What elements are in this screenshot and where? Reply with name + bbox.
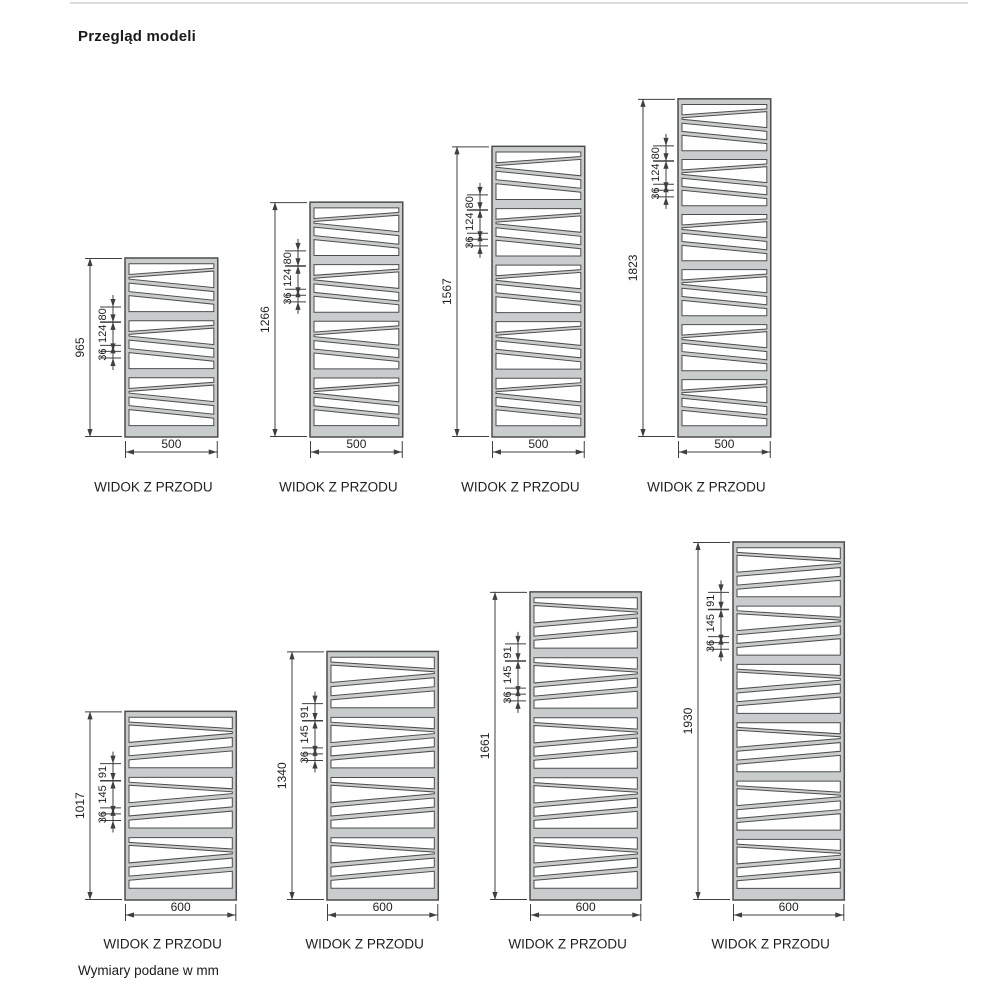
segment-dimension-label: 36	[502, 691, 514, 704]
radiator-front-view	[258, 202, 403, 494]
footer-note: Wymiary podane w mm	[78, 963, 219, 978]
segment-dimension-label: 36	[97, 811, 109, 824]
view-label: WIDOK Z PRZODU	[647, 479, 766, 495]
width-dimension-label: 500	[346, 437, 367, 451]
radiator-front-view	[73, 711, 236, 951]
page-title: Przegląd modeli	[78, 28, 197, 45]
segment-dimension-label: 91	[705, 594, 717, 607]
height-dimension-label: 1930	[681, 707, 695, 735]
view-label: WIDOK Z PRZODU	[461, 479, 580, 495]
segment-dimension-label: 91	[502, 646, 514, 659]
width-dimension-label: 600	[778, 900, 799, 914]
segment-dimension-label: 145	[705, 613, 717, 633]
segment-dimension-label: 91	[299, 705, 311, 719]
height-dimension-label: 1567	[440, 278, 454, 306]
radiator-front-view	[73, 258, 218, 495]
segment-dimension-label: 36	[705, 639, 717, 653]
height-dimension-label: 1266	[258, 306, 272, 333]
height-dimension-label: 1340	[275, 762, 289, 790]
width-dimension-label: 600	[372, 900, 393, 914]
width-dimension-label: 500	[714, 437, 735, 451]
height-dimension-label: 1661	[478, 732, 492, 760]
segment-dimension-label: 80	[650, 147, 662, 160]
radiator-front-view	[681, 542, 844, 952]
height-dimension-label: 1823	[626, 254, 640, 282]
segment-dimension-label: 124	[464, 212, 476, 231]
width-dimension-label: 600	[575, 900, 596, 914]
segment-dimension-label: 36	[299, 751, 311, 764]
view-label: WIDOK Z PRZODU	[279, 479, 398, 495]
view-label: WIDOK Z PRZODU	[94, 479, 213, 495]
segment-dimension-label: 145	[502, 665, 514, 684]
segment-dimension-label: 36	[650, 187, 662, 200]
view-label: WIDOK Z PRZODU	[508, 936, 627, 952]
segment-dimension-label: 80	[464, 196, 476, 209]
view-label: WIDOK Z PRZODU	[711, 936, 830, 952]
segment-dimension-label: 80	[282, 252, 294, 265]
radiator-front-view	[478, 592, 641, 952]
height-dimension-label: 1017	[73, 792, 87, 820]
segment-dimension-label: 124	[282, 268, 294, 287]
width-dimension-label: 600	[170, 900, 191, 914]
segment-dimension-label: 145	[299, 725, 311, 744]
segment-dimension-label: 124	[97, 324, 109, 344]
segment-dimension-label: 36	[97, 348, 109, 361]
radiator-front-view	[626, 99, 771, 495]
segment-dimension-label: 91	[97, 765, 109, 779]
width-dimension-label: 500	[161, 437, 182, 451]
segment-dimension-label: 145	[97, 785, 109, 804]
segment-dimension-label: 36	[282, 292, 294, 305]
width-dimension-label: 500	[528, 437, 549, 451]
view-label: WIDOK Z PRZODU	[103, 936, 222, 952]
radiator-front-view	[275, 651, 438, 951]
radiator-front-view	[440, 146, 585, 494]
segment-dimension-label: 80	[97, 308, 109, 321]
segment-dimension-label: 36	[464, 236, 476, 249]
view-label: WIDOK Z PRZODU	[305, 936, 424, 952]
height-dimension-label: 965	[73, 337, 87, 358]
segment-dimension-label: 124	[650, 163, 662, 182]
